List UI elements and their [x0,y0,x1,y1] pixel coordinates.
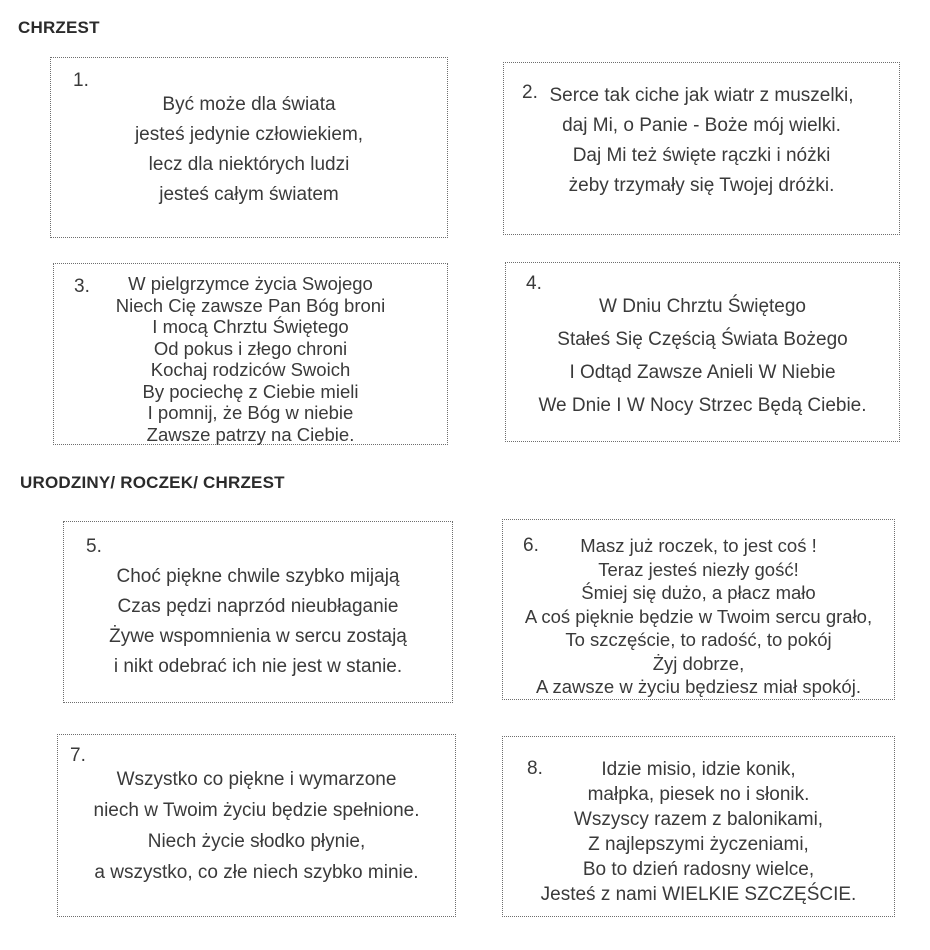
verse-lines-6 [503,520,894,699]
verse-line: Z najlepszymi życzeniami, [588,834,809,855]
verse-box-1 [50,57,448,238]
verse-line: Masz już roczek, to jest coś ! [580,535,817,556]
verse-line: Wszystko co piękne i wymarzone [116,769,397,790]
verse-line: jesteś jedynie człowiekiem, [134,124,364,145]
verse-line: Idzie misio, idzie konik, [601,759,796,780]
verse-line: Jesteś z nami WIELKIE SZCZĘŚCIE. [540,884,857,905]
verse-line: Serce tak ciche jak wiatr z muszelki, [549,85,854,106]
verse-number-7: 7. [70,745,86,766]
section-heading-urodziny: URODZINY/ ROCZEK/ CHRZEST [20,473,285,492]
verse-line: lecz dla niektórych ludzi [148,154,350,175]
verse-number-3: 3. [74,276,90,297]
verse-line: Bo to dzień radosny wielce, [582,859,815,880]
verse-line: i nikt odebrać ich nie jest w stanie. [113,656,403,677]
section-heading-chrzest: CHRZEST [18,18,100,37]
verse-box-6 [502,519,895,700]
verse-line: Kochaj rodziców Swoich [150,359,351,380]
verse-line: Żyj dobrze, [652,652,745,674]
verse-line: Być może dla świata [162,94,336,115]
verse-lines-1 [51,58,447,210]
verse-line: Wszyscy razem z balonikami, [573,809,824,830]
verse-number-8: 8. [527,758,543,779]
verse-line: A zawsze w życiu będziesz miał spokój. [536,676,861,697]
verse-lines-4 [506,263,899,422]
verse-line: daj Mi, o Panie - Boże mój wielki. [562,115,841,136]
verse-line: Śmiej się dużo, a płacz mało [581,582,816,603]
verse-line: W Dniu Chrztu Świętego [599,296,806,317]
verse-box-8 [502,736,895,917]
verse-line: Stałeś Się Częścią Świata Bożego [557,329,848,350]
verse-lines-3 [54,264,447,445]
verse-line: żeby trzymały się Twojej dróżki. [568,175,835,196]
verse-line: I Odtąd Zawsze Anieli W Niebie [569,362,836,383]
verse-number-1: 1. [73,70,89,91]
verse-line: a wszystko, co złe niech szybko minie. [94,862,419,883]
verse-line: I mocą Chrztu Świętego [152,316,349,337]
verse-lines-2 [504,63,899,201]
verse-line: Teraz jesteś niezły gość! [598,558,799,580]
verse-box-7 [57,734,456,917]
verse-line: W pielgrzymce życia Swojego [128,273,373,294]
verse-line: Żywe wspomnienia w sercu zostają [109,626,407,647]
verse-lines-8 [503,737,894,907]
verse-line: jesteś całym światem [159,184,339,205]
verse-box-4 [505,262,900,442]
verse-line: To szczęście, to radość, to pokój [565,629,832,650]
verse-number-4: 4. [526,273,542,294]
verse-number-2: 2. [522,82,538,103]
verse-line: Niech Cię zawsze Pan Bóg broni [115,294,386,316]
verse-number-5: 5. [86,536,102,557]
verse-box-3 [53,263,448,445]
verse-line: We Dnie I W Nocy Strzec Będą Ciebie. [538,395,867,416]
verse-line: Daj Mi też święte rączki i nóżki [572,145,831,166]
verse-number-6: 6. [523,535,539,556]
verse-line: A coś pięknie będzie w Twoim sercu grało, [524,605,873,627]
verse-line: niech w Twoim życiu będzie spełnione. [93,800,420,821]
verse-line: Choć piękne chwile szybko mijają [116,566,400,587]
verse-line: Czas pędzi naprzód nieubłaganie [117,596,399,617]
verse-line: I pomnij, że Bóg w niebie [147,402,354,423]
verse-line: Niech życie słodko płynie, [147,831,366,852]
verse-box-2 [503,62,900,235]
verse-line: małpka, piesek no i słonik. [587,784,810,805]
verse-lines-7 [58,735,455,888]
verse-lines-5 [64,522,452,682]
verse-line: By pociechę z Ciebie mieli [142,380,359,402]
verse-line: Od pokus i złego chroni [153,337,348,359]
verse-box-5 [63,521,453,703]
verse-line: Zawsze patrzy na Ciebie. [146,423,355,445]
